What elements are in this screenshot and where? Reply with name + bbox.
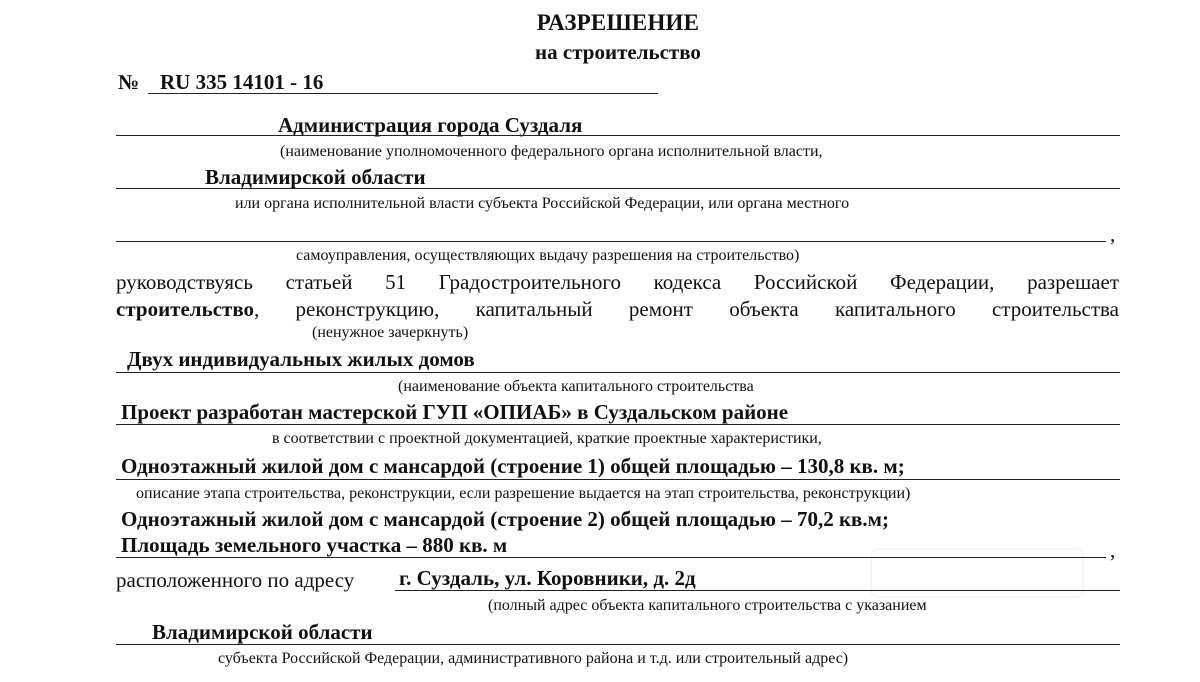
building-1-description: Одноэтажный жилой дом с мансардой (строение 1) общей площадью – 130,8 кв. м; [121, 454, 905, 478]
issuer-caption-2: или органа исполнительной власти субъекта Российской Федерации, или органа местного [235, 195, 850, 212]
land-area: Площадь земельного участка – 880 кв. м [121, 533, 508, 557]
address-caption-2: субъекта Российской Федерации, административного района и т.д. или строительный адрес) [218, 650, 849, 667]
number-label: № [118, 70, 140, 94]
body-line-1: руководствуясь статьей 51 Градостроительного кодекса Российской Федерации, разрешает [116, 270, 1119, 294]
building-2-description: Одноэтажный жилой дом с мансардой (строение 2) общей площадью – 70,2 кв.м; [121, 507, 889, 531]
issuer-underline-3 [116, 241, 1106, 242]
project-underline [116, 424, 1120, 425]
watermark-shape [870, 548, 1084, 598]
project-info: Проект разработан мастерской ГУП «ОПИАБ» в Суздальском районе [121, 400, 789, 424]
object-underline [116, 372, 1120, 373]
body-line-2-rest: , реконструкцию, капитальный ремонт объекта капитального строительства [254, 297, 1119, 321]
issuer-name: Администрация города Суздаля [278, 113, 583, 137]
issuer-comma: , [1110, 222, 1116, 246]
address-label: расположенного по адресу [116, 568, 355, 592]
number-underline [148, 93, 658, 94]
object-caption: (наименование объекта капитального строительства [398, 378, 754, 395]
address-region: Владимирской области [152, 620, 373, 644]
issuer-underline-1 [116, 135, 1120, 136]
address-value: г. Суздаль, ул. Коровники, д. 2д [399, 566, 696, 590]
object-comma: , [1110, 538, 1116, 562]
project-caption: в соответствии с проектной документацией, краткие проектные характеристики, [272, 430, 822, 447]
address-region-underline [116, 644, 1120, 645]
body-strikeable-word: строительство [116, 297, 255, 321]
issuer-region: Владимирской области [205, 165, 426, 189]
issuer-caption-3: самоуправления, осуществляющих выдачу разрешения на строительство) [296, 247, 800, 264]
issuer-caption-1: (наименование уполномоченного федерального органа исполнительной власти, [280, 143, 823, 160]
object-name: Двух индивидуальных жилых домов [127, 347, 475, 371]
permit-number: RU 335 14101 - 16 [160, 70, 324, 94]
issuer-underline-2 [116, 188, 1120, 189]
document-subtitle: на строительство [535, 40, 701, 64]
building-1-underline [116, 479, 1120, 480]
strike-caption: (ненужное зачеркнуть) [312, 324, 469, 341]
body-line-2 [116, 297, 1119, 321]
address-caption-1: (полный адрес объекта капитального строительства с указанием [488, 597, 927, 614]
stage-caption: описание этапа строительства, реконструкции, если разрешение выдается на этап строительства, реконструкции) [136, 485, 911, 502]
document-title: РАЗРЕШЕНИЕ [536, 10, 700, 35]
